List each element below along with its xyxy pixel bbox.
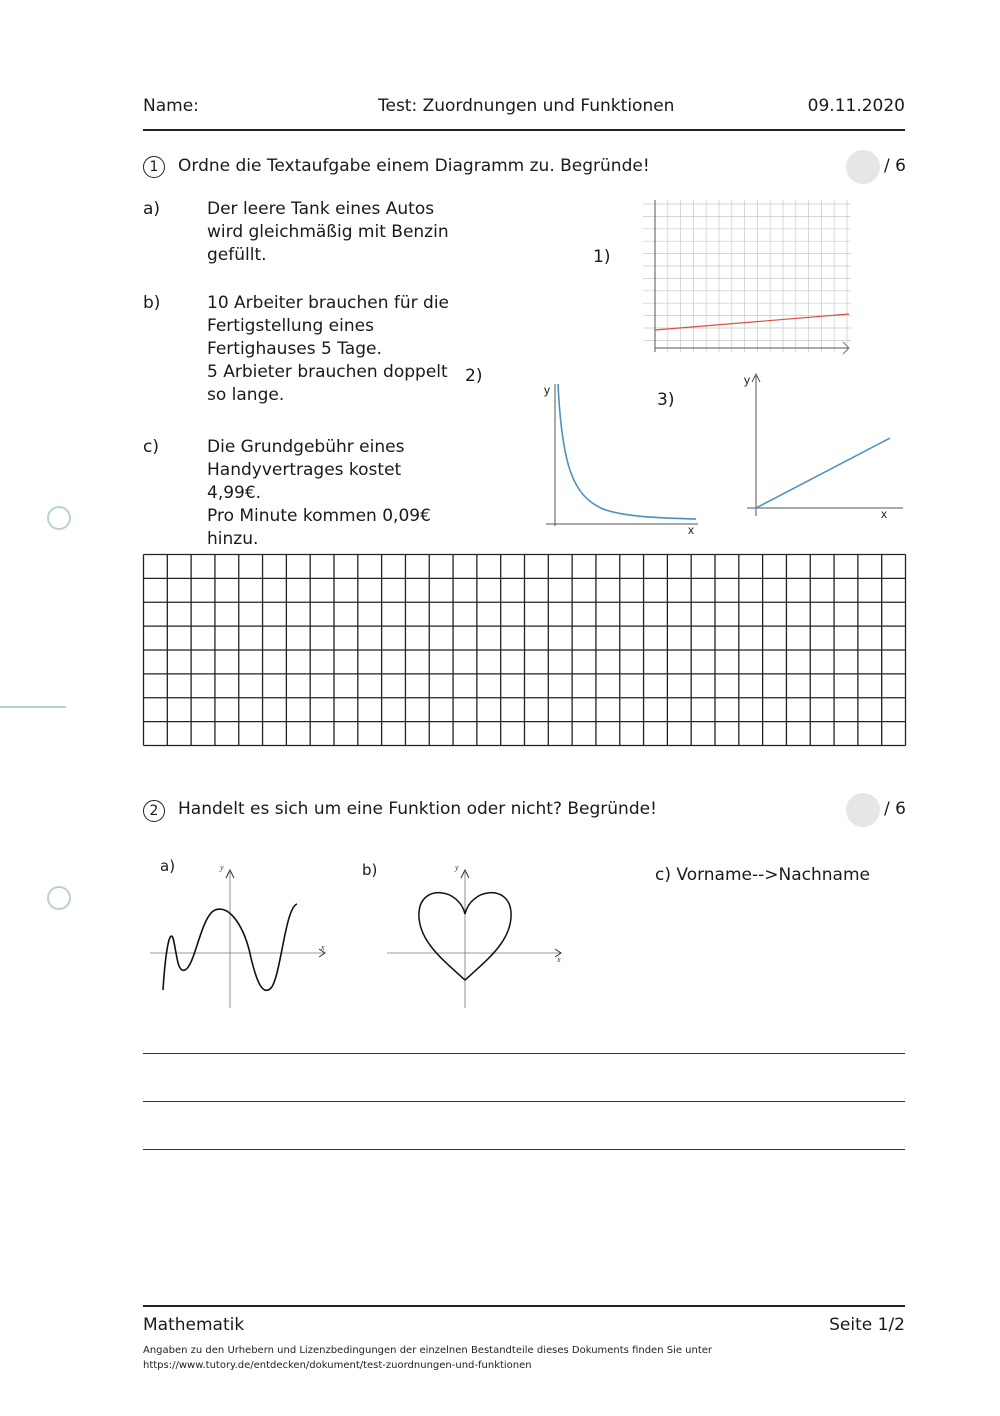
item-b-letter: b)	[143, 293, 161, 313]
item-a-line-3: gefüllt.	[207, 245, 267, 265]
item-b-line-3: Fertighauses 5 Tage.	[207, 339, 382, 359]
answer-grid-lines	[144, 555, 906, 746]
punch-hole-top	[47, 506, 71, 530]
diagram-2-label: 2)	[465, 366, 483, 386]
diagram-3-line	[756, 438, 890, 508]
item-b-line-1: 10 Arbeiter brauchen für die	[207, 293, 450, 313]
item-b-line-2: Fertigstellung eines	[207, 316, 374, 336]
diagram-3-x-label: x	[881, 507, 887, 520]
diagram-1-background	[643, 196, 851, 356]
task2-item-b-letter: b)	[362, 861, 378, 879]
graph-a-x-label: x	[321, 943, 325, 952]
item-b-line-5: so lange.	[207, 385, 285, 405]
task1-number: 1	[143, 156, 165, 178]
diagram-1-grid-chart	[643, 196, 851, 356]
task2-item-a-letter: a)	[160, 857, 176, 875]
item-b-text	[207, 292, 457, 407]
diagram-3-y-label: y	[744, 373, 750, 387]
item-c-line-1: Die Grundgebühr eines	[207, 437, 405, 457]
task1-prompt: Ordne die Textaufgabe einem Diagramm zu. Begründe!	[178, 156, 650, 176]
item-a-line-1: Der leere Tank eines Autos	[207, 199, 435, 219]
task2-score: / 6	[884, 799, 906, 819]
item-c-letter: c)	[143, 437, 159, 457]
header-rule	[143, 129, 905, 131]
diagram-2-hyperbola-curve	[558, 384, 696, 519]
name-label: Name:	[143, 96, 199, 116]
graph-a-y-label: y	[220, 863, 224, 872]
item-a-line-2: wird gleichmäßig mit Benzin	[207, 222, 449, 242]
item-b-line-4: 5 Arbieter brauchen doppelt	[207, 362, 448, 382]
graph-b-y-label: y	[455, 863, 459, 872]
item-a-text	[207, 198, 457, 267]
answer-grid[interactable]	[142, 553, 907, 747]
answer-line-3[interactable]	[143, 1149, 905, 1150]
task2-score-circle	[846, 793, 880, 827]
diagram-2-hyperbola-chart	[528, 376, 708, 536]
footer-page-number: Seite 1/2	[829, 1315, 905, 1335]
footer-license-line-1: Angaben zu den Urhebern und Lizenzbedingungen der einzelnen Bestandteile dieses Dokuments finden Sie unter	[143, 1345, 713, 1356]
task2-number: 2	[143, 800, 165, 822]
item-c-line-3: Pro Minute kommen 0,09€	[207, 506, 431, 526]
date: 09.11.2020	[807, 96, 905, 116]
footer-subject: Mathematik	[143, 1315, 245, 1335]
footer-rule	[143, 1305, 905, 1307]
task2-graph-b	[383, 860, 573, 1012]
item-a-letter: a)	[143, 199, 161, 219]
task2-graph-a	[145, 858, 335, 1010]
diagram-1-label: 1)	[593, 247, 611, 267]
footer-license-url[interactable]: https://www.tutory.de/entdecken/dokument/test-zuordnungen-und-funktionen	[143, 1360, 532, 1371]
task2-item-c-text: c) Vorname-->Nachname	[655, 865, 870, 885]
fold-mark	[0, 706, 66, 708]
diagram-3-linear-chart	[735, 368, 905, 520]
page-title: Test: Zuordnungen und Funktionen	[378, 96, 675, 116]
item-c-line-2: Handyvertrages kostet 4,99€.	[207, 460, 402, 503]
diagram-3-label: 3)	[657, 390, 675, 410]
task1-score: / 6	[884, 156, 906, 176]
answer-line-1[interactable]	[143, 1053, 905, 1054]
diagram-2-x-label: x	[688, 523, 694, 536]
punch-hole-bottom	[47, 886, 71, 910]
item-c-line-4: hinzu.	[207, 529, 259, 549]
footer-license-note	[143, 1343, 903, 1373]
diagram-2-y-label: y	[544, 383, 550, 397]
answer-line-2[interactable]	[143, 1101, 905, 1102]
task1-score-circle	[846, 150, 880, 184]
task2-prompt: Handelt es sich um eine Funktion oder nicht? Begründe!	[178, 799, 657, 819]
item-c-text	[207, 436, 457, 551]
graph-b-x-label: x	[557, 955, 561, 964]
